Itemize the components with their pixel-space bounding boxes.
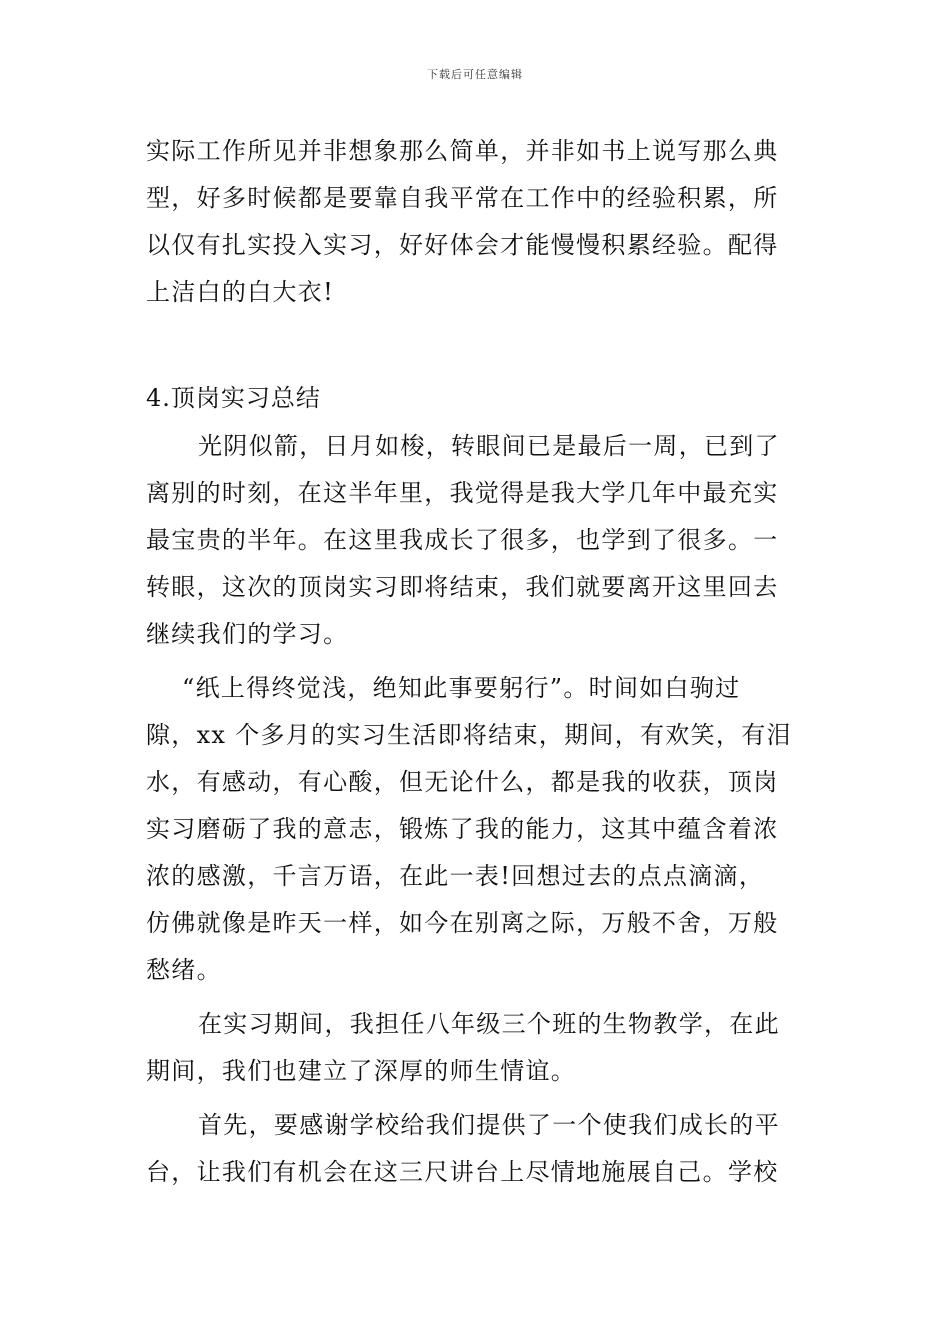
text-line: 在实习期间，我担任八年级三个班的生物教学，在此 bbox=[198, 1010, 780, 1038]
text-line: 离别的时刻，在这半年里，我觉得是我大学几年中最充实 bbox=[146, 479, 779, 507]
text-line: 台，让我们有机会在这三尺讲台上尽情地施展自己。学校 bbox=[146, 1158, 779, 1186]
page-header-note: 下载后可任意编辑 bbox=[427, 68, 523, 81]
paragraph-gap bbox=[146, 1095, 810, 1102]
text-line: 隙，xx 个多月的实习生活即将结束，期间，有欢笑，有泪 bbox=[146, 721, 792, 749]
text-line: 转眼，这次的顶岗实习即将结束，我们就要离开这里回去 bbox=[146, 573, 779, 601]
text-line: 实习磨砺了我的意志，锻炼了我的能力，这其中蕴含着浓 bbox=[146, 815, 779, 843]
text-line: 期间，我们也建立了深厚的师生情谊。 bbox=[146, 1057, 577, 1085]
intro-paragraph bbox=[146, 128, 810, 316]
section-title: 4.顶岗实习总结 bbox=[146, 384, 321, 412]
text-line: 首先，要感谢学校给我们提供了一个使我们成长的平 bbox=[198, 1111, 780, 1139]
text-line: 以仅有扎实投入实习，好好体会才能慢慢积累经验。配得 bbox=[146, 231, 779, 259]
paragraph bbox=[146, 1102, 810, 1196]
text-line: 水，有感动，有心酸，但无论什么，都是我的收获，顶岗 bbox=[146, 768, 779, 796]
text-line: 型，好多时候都是要靠自我平常在工作中的经验积累，所 bbox=[146, 184, 779, 212]
text-line: 上洁白的白大衣! bbox=[146, 278, 335, 306]
text-line: 实际工作所见并非想象那么简单，并非如书上说写那么典 bbox=[146, 137, 779, 165]
paragraph-gap bbox=[146, 658, 810, 665]
text-line: 光阴似箭，日月如梭，转眼间已是最后一周，已到了 bbox=[198, 432, 780, 460]
text-line: 仿佛就像是昨天一样，如今在别离之际，万般不舍，万般 bbox=[146, 909, 779, 937]
paragraph-gap bbox=[146, 994, 810, 1001]
text-line: 继续我们的学习。 bbox=[146, 620, 349, 648]
paragraph bbox=[146, 423, 810, 658]
paragraph bbox=[146, 1001, 810, 1095]
section-body bbox=[146, 423, 810, 1196]
text-line: 浓的感激，千言万语，在此一表!回想过去的点点滴滴， bbox=[146, 862, 765, 890]
paragraph bbox=[146, 665, 810, 994]
text-line: 最宝贵的半年。在这里我成长了很多，也学到了很多。一 bbox=[146, 526, 779, 554]
text-line: 愁绪。 bbox=[146, 956, 222, 984]
text-line: “纸上得终觉浅，绝知此事要躬行”。时间如白驹过 bbox=[182, 674, 741, 702]
